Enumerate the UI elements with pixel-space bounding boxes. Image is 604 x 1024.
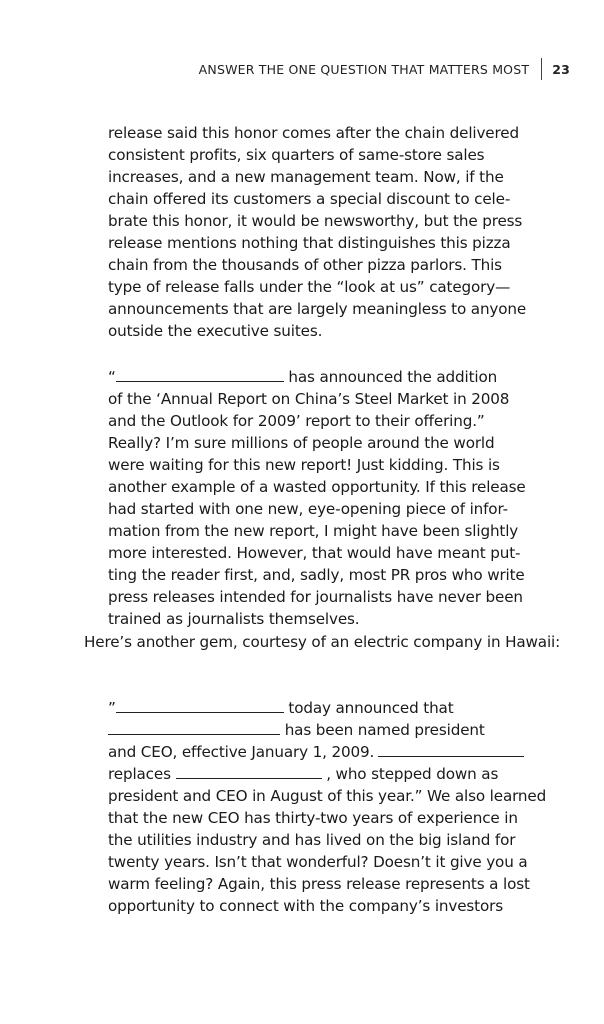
text-line: press releases intended for journalists have never been [108, 588, 523, 606]
text-line: were waiting for this new report! Just kidding. This is [108, 456, 500, 474]
text-line: release mentions nothing that distinguishes this pizza [108, 234, 511, 252]
redaction-blank [176, 764, 322, 779]
redaction-blank [108, 720, 280, 735]
redaction-blank [116, 367, 284, 382]
text-fragment: , who stepped down as [326, 765, 499, 783]
text-line: type of release falls under the “look at us” category— [108, 278, 511, 296]
text-line: brate this honor, it would be newsworthy, but the press [108, 212, 523, 230]
text-line: outside the executive suites. [108, 322, 323, 340]
text-fragment: has been named president [284, 721, 485, 739]
text-line: twenty years. Isn’t that wonderful? Doesn’t it give you a [108, 853, 528, 871]
text-line: of the ‘Annual Report on China’s Steel Market in 2008 [108, 390, 510, 408]
text-line [108, 697, 528, 719]
text-line: president and CEO in August of this year.” We also learned [108, 787, 547, 805]
redaction-blank [378, 742, 524, 757]
text-line: chain from the thousands of other pizza parlors. This [108, 256, 502, 274]
open-quote: ” [108, 699, 116, 717]
redaction-blank [116, 698, 284, 713]
paragraph-pizza-release [108, 122, 528, 342]
text-line [108, 719, 528, 741]
text-line: and the Outlook for 2009’ report to their offering.” [108, 412, 485, 430]
text-line: announcements that are largely meaningless to anyone [108, 300, 527, 318]
text-line [108, 763, 528, 785]
text-line: more interested. However, that would have meant put- [108, 544, 521, 562]
text-line [108, 741, 528, 763]
text-line: the utilities industry and has lived on the big island for [108, 831, 516, 849]
quote-hawaii-electric [108, 697, 547, 917]
text-fragment: has announced the addition [288, 368, 498, 386]
running-title: ANSWER THE ONE QUESTION THAT MATTERS MOST [198, 61, 530, 77]
text-line: mation from the new report, I might have been slightly [108, 522, 519, 540]
running-header [199, 58, 570, 80]
text-line: warm feeling? Again, this press release represents a lost [108, 875, 530, 893]
text-fragment: replaces [108, 765, 171, 783]
text-fragment: and CEO, effective January 1, 2009. [108, 743, 375, 761]
text-line: had started with one new, eye-opening piece of infor- [108, 500, 508, 518]
text-line: increases, and a new management team. Now, if the [108, 168, 504, 186]
text-line: consistent profits, six quarters of same-store sales [108, 146, 485, 164]
text-line: Really? I’m sure millions of people around the world [108, 434, 495, 452]
text-line: another example of a wasted opportunity. If this release [108, 478, 526, 496]
open-quote: “ [108, 368, 116, 386]
text-fragment: today announced that [288, 699, 454, 717]
text-line: that the new CEO has thirty-two years of experience in [108, 809, 518, 827]
text-line: ting the reader first, and, sadly, most PR pros who write [108, 566, 525, 584]
header-divider [541, 58, 542, 80]
text-line: opportunity to connect with the company’s investors [108, 897, 503, 915]
quote-china-steel-report [108, 366, 528, 630]
text-line [108, 366, 528, 388]
text-line: chain offered its customers a special discount to cele- [108, 190, 511, 208]
text-line: trained as journalists themselves. [108, 610, 360, 628]
text-line: release said this honor comes after the chain delivered [108, 124, 519, 142]
page-number: 23 [552, 61, 570, 77]
intro-hawaii: Here’s another gem, courtesy of an electric company in Hawaii: [84, 633, 561, 651]
